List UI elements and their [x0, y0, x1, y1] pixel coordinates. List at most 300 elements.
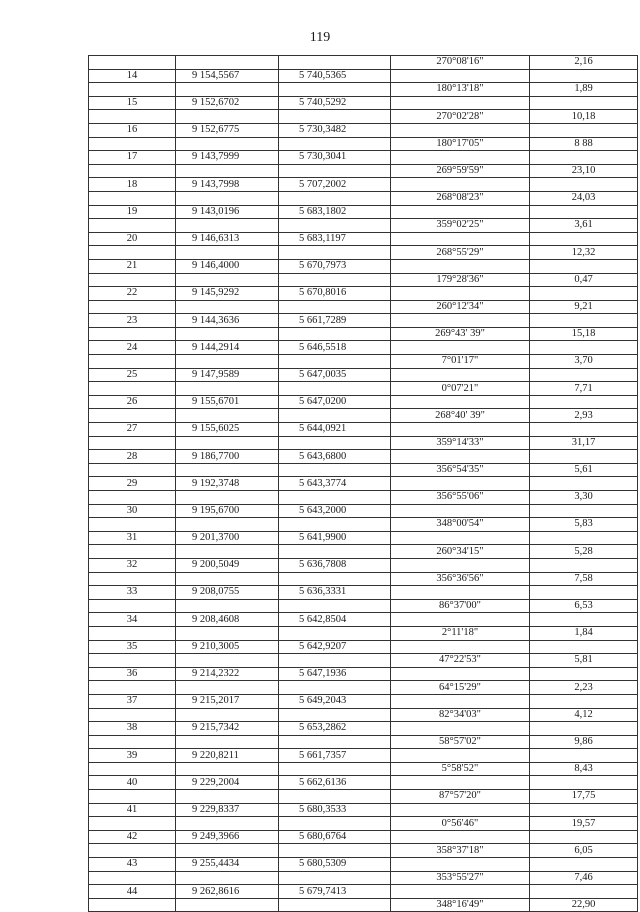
point-number: 29 [89, 477, 176, 491]
y-coordinate: 5 740,5292 [279, 96, 391, 110]
coordinates-table-body [89, 56, 638, 912]
empty-cell [391, 423, 530, 437]
point-row [89, 151, 638, 165]
direction-angle: 268°40' 39" [391, 409, 530, 423]
y-coordinate: 5 636,7808 [279, 558, 391, 572]
empty-cell [89, 790, 176, 804]
point-row [89, 314, 638, 328]
direction-angle: 269°43' 39" [391, 327, 530, 341]
distance: 0,47 [530, 273, 638, 287]
empty-cell [391, 640, 530, 654]
empty-cell [279, 355, 391, 369]
empty-cell [89, 681, 176, 695]
distance: 5,61 [530, 463, 638, 477]
direction-angle: 270°08'16" [391, 56, 530, 70]
empty-cell [279, 491, 391, 505]
empty-cell [279, 817, 391, 831]
empty-cell [391, 178, 530, 192]
distance: 23,10 [530, 164, 638, 178]
empty-cell [391, 259, 530, 273]
point-row [89, 69, 638, 83]
empty-cell [89, 436, 176, 450]
segment-row [89, 300, 638, 314]
empty-cell [391, 531, 530, 545]
empty-cell [279, 382, 391, 396]
empty-cell [391, 314, 530, 328]
x-coordinate: 9 146,4000 [176, 259, 279, 273]
y-coordinate: 5 649,2043 [279, 694, 391, 708]
empty-cell [176, 871, 279, 885]
empty-cell [530, 858, 638, 872]
point-row [89, 885, 638, 899]
direction-angle: 47°22'53" [391, 654, 530, 668]
empty-cell [530, 423, 638, 437]
empty-cell [279, 409, 391, 423]
point-number: 22 [89, 287, 176, 301]
point-row [89, 395, 638, 409]
segment-row [89, 56, 638, 70]
empty-cell [391, 395, 530, 409]
y-coordinate: 5 636,3331 [279, 586, 391, 600]
empty-cell [89, 273, 176, 287]
empty-cell [391, 368, 530, 382]
direction-angle: 359°02'25" [391, 219, 530, 233]
distance: 12,32 [530, 246, 638, 260]
segment-row [89, 436, 638, 450]
empty-cell [176, 219, 279, 233]
empty-cell [89, 626, 176, 640]
point-row [89, 450, 638, 464]
empty-cell [176, 708, 279, 722]
x-coordinate: 9 249,3966 [176, 830, 279, 844]
direction-angle: 348°00'54" [391, 518, 530, 532]
distance: 15,18 [530, 327, 638, 341]
empty-cell [391, 341, 530, 355]
distance: 7,58 [530, 572, 638, 586]
empty-cell [279, 164, 391, 178]
empty-cell [530, 477, 638, 491]
point-number: 25 [89, 368, 176, 382]
segment-row [89, 762, 638, 776]
y-coordinate: 5 680,5309 [279, 858, 391, 872]
direction-angle: 260°34'15" [391, 545, 530, 559]
segment-row [89, 654, 638, 668]
direction-angle: 260°12'34" [391, 300, 530, 314]
y-coordinate: 5 647,0200 [279, 395, 391, 409]
empty-cell [391, 96, 530, 110]
x-coordinate: 9 208,4608 [176, 613, 279, 627]
empty-cell [530, 694, 638, 708]
x-coordinate: 9 155,6025 [176, 423, 279, 437]
segment-row [89, 355, 638, 369]
segment-row [89, 164, 638, 178]
segment-row [89, 491, 638, 505]
point-row [89, 613, 638, 627]
empty-cell [89, 382, 176, 396]
point-number: 31 [89, 531, 176, 545]
empty-cell [89, 654, 176, 668]
distance: 1,84 [530, 626, 638, 640]
empty-cell [530, 232, 638, 246]
empty-cell [279, 137, 391, 151]
x-coordinate: 9 147,9589 [176, 368, 279, 382]
direction-angle: 7°01'17" [391, 355, 530, 369]
y-coordinate: 5 680,3533 [279, 803, 391, 817]
distance: 3,70 [530, 355, 638, 369]
segment-row [89, 626, 638, 640]
empty-cell [279, 436, 391, 450]
y-coordinate: 5 670,7973 [279, 259, 391, 273]
point-number: 43 [89, 858, 176, 872]
segment-row [89, 871, 638, 885]
x-coordinate: 9 262,8616 [176, 885, 279, 899]
point-number: 28 [89, 450, 176, 464]
point-row [89, 341, 638, 355]
point-row [89, 259, 638, 273]
point-number: 37 [89, 694, 176, 708]
direction-angle: 356°36'56" [391, 572, 530, 586]
direction-angle: 356°54'35" [391, 463, 530, 477]
point-row [89, 504, 638, 518]
point-row [89, 232, 638, 246]
x-coordinate: 9 210,3005 [176, 640, 279, 654]
empty-cell [89, 191, 176, 205]
point-number: 40 [89, 776, 176, 790]
point-row [89, 803, 638, 817]
direction-angle: 358°37'18" [391, 844, 530, 858]
point-number: 34 [89, 613, 176, 627]
empty-cell [530, 178, 638, 192]
empty-cell [391, 558, 530, 572]
empty-cell [279, 273, 391, 287]
empty-cell [176, 56, 279, 70]
empty-cell [530, 558, 638, 572]
direction-angle: 0°56'46" [391, 817, 530, 831]
empty-cell [391, 885, 530, 899]
empty-cell [279, 681, 391, 695]
empty-cell [89, 110, 176, 124]
point-number: 39 [89, 749, 176, 763]
distance: 9,86 [530, 735, 638, 749]
empty-cell [89, 409, 176, 423]
empty-cell [530, 586, 638, 600]
empty-cell [89, 463, 176, 477]
empty-cell [176, 463, 279, 477]
empty-cell [89, 817, 176, 831]
point-number: 24 [89, 341, 176, 355]
x-coordinate: 9 146,6313 [176, 232, 279, 246]
empty-cell [279, 871, 391, 885]
y-coordinate: 5 642,8504 [279, 613, 391, 627]
point-number: 44 [89, 885, 176, 899]
empty-cell [176, 409, 279, 423]
empty-cell [176, 436, 279, 450]
empty-cell [89, 355, 176, 369]
point-row [89, 287, 638, 301]
empty-cell [530, 341, 638, 355]
empty-cell [176, 355, 279, 369]
distance: 3,30 [530, 491, 638, 505]
x-coordinate: 9 192,3748 [176, 477, 279, 491]
empty-cell [279, 463, 391, 477]
empty-cell [89, 871, 176, 885]
segment-row [89, 518, 638, 532]
direction-angle: 356°55'06" [391, 491, 530, 505]
empty-cell [176, 545, 279, 559]
distance: 8 88 [530, 137, 638, 151]
distance: 2,23 [530, 681, 638, 695]
empty-cell [391, 151, 530, 165]
point-row [89, 776, 638, 790]
empty-cell [530, 368, 638, 382]
empty-cell [176, 790, 279, 804]
empty-cell [279, 790, 391, 804]
x-coordinate: 9 144,2914 [176, 341, 279, 355]
y-coordinate: 5 642,9207 [279, 640, 391, 654]
point-row [89, 96, 638, 110]
empty-cell [530, 749, 638, 763]
empty-cell [391, 287, 530, 301]
direction-angle: 5°58'52" [391, 762, 530, 776]
point-number: 38 [89, 722, 176, 736]
distance: 6,53 [530, 599, 638, 613]
empty-cell [89, 137, 176, 151]
y-coordinate: 5 641,9900 [279, 531, 391, 545]
empty-cell [530, 151, 638, 165]
point-row [89, 123, 638, 137]
segment-row [89, 409, 638, 423]
distance: 22,90 [530, 898, 638, 912]
distance: 19,57 [530, 817, 638, 831]
empty-cell [89, 300, 176, 314]
empty-cell [279, 572, 391, 586]
direction-angle: 270°02'28" [391, 110, 530, 124]
empty-cell [279, 626, 391, 640]
point-row [89, 205, 638, 219]
empty-cell [391, 450, 530, 464]
empty-cell [530, 259, 638, 273]
empty-cell [530, 722, 638, 736]
point-row [89, 667, 638, 681]
empty-cell [176, 137, 279, 151]
point-number: 27 [89, 423, 176, 437]
y-coordinate: 5 670,8016 [279, 287, 391, 301]
empty-cell [89, 327, 176, 341]
empty-cell [89, 164, 176, 178]
segment-row [89, 790, 638, 804]
empty-cell [530, 69, 638, 83]
point-number: 21 [89, 259, 176, 273]
empty-cell [279, 246, 391, 260]
distance: 8,43 [530, 762, 638, 776]
segment-row [89, 572, 638, 586]
distance: 5,83 [530, 518, 638, 532]
y-coordinate: 5 683,1197 [279, 232, 391, 246]
empty-cell [176, 491, 279, 505]
point-number: 14 [89, 69, 176, 83]
direction-angle: 348°16'49" [391, 898, 530, 912]
x-coordinate: 9 208,0755 [176, 586, 279, 600]
x-coordinate: 9 255,4434 [176, 858, 279, 872]
empty-cell [391, 830, 530, 844]
x-coordinate: 9 186,7700 [176, 450, 279, 464]
segment-row [89, 273, 638, 287]
empty-cell [279, 518, 391, 532]
empty-cell [279, 762, 391, 776]
point-number: 23 [89, 314, 176, 328]
empty-cell [391, 613, 530, 627]
distance: 5,81 [530, 654, 638, 668]
empty-cell [176, 246, 279, 260]
empty-cell [176, 817, 279, 831]
direction-angle: 0°07'21" [391, 382, 530, 396]
x-coordinate: 9 155,6701 [176, 395, 279, 409]
y-coordinate: 5 646,5518 [279, 341, 391, 355]
point-number: 32 [89, 558, 176, 572]
empty-cell [530, 830, 638, 844]
empty-cell [89, 572, 176, 586]
empty-cell [89, 708, 176, 722]
x-coordinate: 9 143,7998 [176, 178, 279, 192]
empty-cell [391, 722, 530, 736]
empty-cell [279, 545, 391, 559]
empty-cell [176, 572, 279, 586]
segment-row [89, 735, 638, 749]
empty-cell [279, 300, 391, 314]
y-coordinate: 5 680,6764 [279, 830, 391, 844]
point-row [89, 694, 638, 708]
y-coordinate: 5 643,2000 [279, 504, 391, 518]
x-coordinate: 9 215,2017 [176, 694, 279, 708]
distance: 5,28 [530, 545, 638, 559]
segment-row [89, 708, 638, 722]
empty-cell [176, 844, 279, 858]
empty-cell [176, 83, 279, 97]
empty-cell [391, 123, 530, 137]
direction-angle: 268°55'29" [391, 246, 530, 260]
point-number: 15 [89, 96, 176, 110]
empty-cell [391, 803, 530, 817]
empty-cell [530, 450, 638, 464]
direction-angle: 359°14'33" [391, 436, 530, 450]
x-coordinate: 9 200,5049 [176, 558, 279, 572]
empty-cell [176, 382, 279, 396]
segment-row [89, 327, 638, 341]
point-row [89, 368, 638, 382]
segment-row [89, 219, 638, 233]
empty-cell [530, 504, 638, 518]
empty-cell [279, 844, 391, 858]
direction-angle: 86°37'00" [391, 599, 530, 613]
empty-cell [89, 518, 176, 532]
point-row [89, 558, 638, 572]
empty-cell [530, 531, 638, 545]
point-number: 26 [89, 395, 176, 409]
distance: 6,05 [530, 844, 638, 858]
empty-cell [279, 735, 391, 749]
point-row [89, 858, 638, 872]
empty-cell [530, 803, 638, 817]
point-number: 30 [89, 504, 176, 518]
y-coordinate: 5 707,2002 [279, 178, 391, 192]
x-coordinate: 9 145,9292 [176, 287, 279, 301]
direction-angle: 179°28'36" [391, 273, 530, 287]
x-coordinate: 9 215,7342 [176, 722, 279, 736]
x-coordinate: 9 143,0196 [176, 205, 279, 219]
segment-row [89, 817, 638, 831]
point-number: 20 [89, 232, 176, 246]
empty-cell [391, 858, 530, 872]
empty-cell [176, 110, 279, 124]
distance: 17,75 [530, 790, 638, 804]
empty-cell [530, 667, 638, 681]
y-coordinate: 5 647,1936 [279, 667, 391, 681]
empty-cell [391, 694, 530, 708]
segment-row [89, 137, 638, 151]
point-row [89, 830, 638, 844]
empty-cell [89, 56, 176, 70]
x-coordinate: 9 152,6702 [176, 96, 279, 110]
empty-cell [279, 56, 391, 70]
empty-cell [176, 273, 279, 287]
empty-cell [89, 599, 176, 613]
distance: 3,61 [530, 219, 638, 233]
segment-row [89, 191, 638, 205]
empty-cell [530, 314, 638, 328]
segment-row [89, 463, 638, 477]
empty-cell [176, 654, 279, 668]
y-coordinate: 5 661,7357 [279, 749, 391, 763]
empty-cell [530, 287, 638, 301]
point-row [89, 722, 638, 736]
empty-cell [89, 762, 176, 776]
distance: 9,21 [530, 300, 638, 314]
y-coordinate: 5 730,3041 [279, 151, 391, 165]
empty-cell [89, 844, 176, 858]
y-coordinate: 5 740,5365 [279, 69, 391, 83]
point-number: 19 [89, 205, 176, 219]
direction-angle: 180°17'05" [391, 137, 530, 151]
empty-cell [391, 667, 530, 681]
direction-angle: 58°57'02" [391, 735, 530, 749]
empty-cell [279, 83, 391, 97]
empty-cell [530, 613, 638, 627]
point-row [89, 749, 638, 763]
point-number: 33 [89, 586, 176, 600]
empty-cell [279, 708, 391, 722]
y-coordinate: 5 643,6800 [279, 450, 391, 464]
empty-cell [176, 164, 279, 178]
distance: 7,71 [530, 382, 638, 396]
point-row [89, 531, 638, 545]
empty-cell [530, 205, 638, 219]
empty-cell [176, 599, 279, 613]
empty-cell [279, 898, 391, 912]
point-row [89, 178, 638, 192]
point-number: 35 [89, 640, 176, 654]
y-coordinate: 5 679,7413 [279, 885, 391, 899]
distance: 31,17 [530, 436, 638, 450]
direction-angle: 180°13'18" [391, 83, 530, 97]
empty-cell [176, 191, 279, 205]
empty-cell [391, 477, 530, 491]
y-coordinate: 5 683,1802 [279, 205, 391, 219]
empty-cell [530, 640, 638, 654]
empty-cell [391, 232, 530, 246]
empty-cell [176, 327, 279, 341]
page-number: 119 [309, 30, 331, 45]
x-coordinate: 9 144,3636 [176, 314, 279, 328]
